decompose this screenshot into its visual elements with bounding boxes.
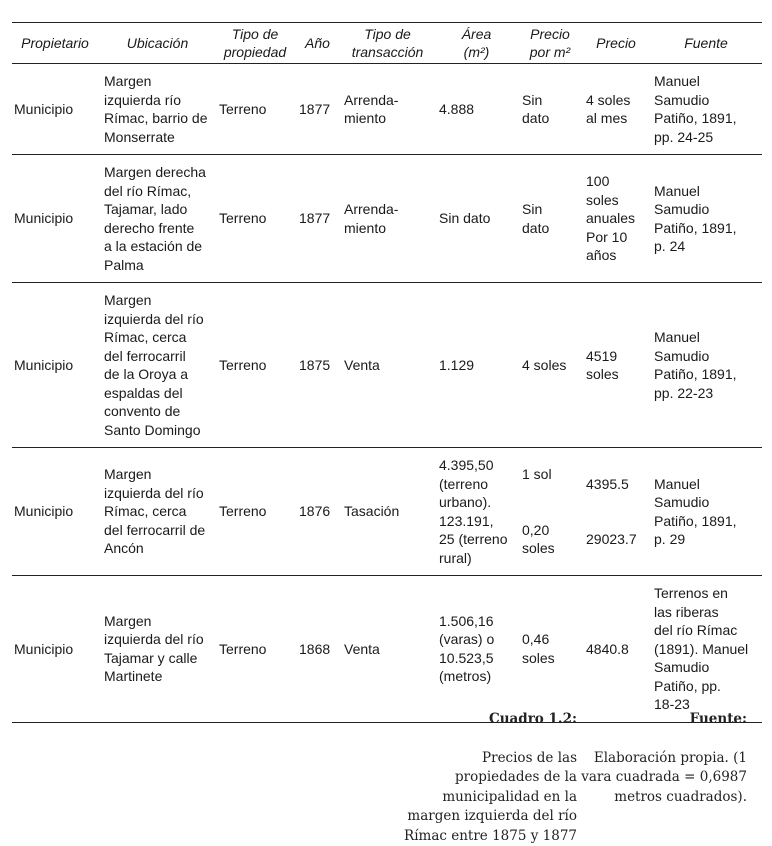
header-ano: Año [295,23,340,64]
source-text: Elaboración propia. (1 vara cuadrada = 0,6987 metros cuadrados). [581,749,747,805]
cell-ano: 1877 [295,155,340,283]
cell-fuente: Manuel Samudio Patiño, 1891, pp. 22-23 [650,283,762,448]
property-prices-table [12,22,762,723]
cell-area: 1.506,16 (varas) o 10.523,5 (metros) [435,576,518,723]
cell-tipo-propiedad: Terreno [215,155,295,283]
cell-precio: 4840.8 [582,576,650,723]
cell-propietario: Municipio [12,283,100,448]
table-row [12,155,762,283]
cell-precio-m2: 1 sol 0,20 soles [518,448,582,576]
cell-tipo-propiedad: Terreno [215,576,295,723]
cell-ubicacion: Margen derecha del río Rímac, Tajamar, lado derecho frente a la estación de Palma [100,155,215,283]
cell-area: Sin dato [435,155,518,283]
cell-precio: 4 soles al mes [582,64,650,155]
cell-fuente: Manuel Samudio Patiño, 1891, p. 24 [650,155,762,283]
header-precio: Precio [582,23,650,64]
caption-text: Precios de las propiedades de la municipalidad en la margen izquierda del río Rímac entre 1875 y 1877 [404,749,577,844]
table-caption [404,690,577,846]
header-fuente: Fuente [650,23,762,64]
cell-precio: 4395.5 29023.7 [582,448,650,576]
cell-precio: 4519 soles [582,283,650,448]
cell-tipo-transaccion: Venta [340,576,435,723]
table-row [12,64,762,155]
cell-fuente: Terrenos en las riberas del río Rímac (1891). Manuel Samudio Patiño, pp. 18-23 [650,576,762,723]
caption-title: Cuadro 1.2: [488,710,577,727]
cell-propietario: Municipio [12,155,100,283]
cell-area: 1.129 [435,283,518,448]
cell-precio-m2: 0,46 soles [518,576,582,723]
cell-ano: 1875 [295,283,340,448]
cell-area: 4.888 [435,64,518,155]
cell-ubicacion: Margen izquierda del río Tajamar y calle Martinete [100,576,215,723]
header-tipo-propiedad: Tipo de propiedad [215,23,295,64]
header-area: Área (m²) [435,23,518,64]
cell-tipo-transaccion: Arrenda- miento [340,155,435,283]
header-tipo-transaccion: Tipo de transacción [340,23,435,64]
cell-ubicacion: Margen izquierda río Rímac, barrio de Monserrate [100,64,215,155]
source-title: Fuente: [689,710,747,727]
cell-propietario: Municipio [12,64,100,155]
header-row [12,23,762,64]
cell-ano: 1876 [295,448,340,576]
cell-precio-m2: Sin dato [518,64,582,155]
cell-precio: 100 soles anuales Por 10 años [582,155,650,283]
cell-propietario: Municipio [12,448,100,576]
header-ubicacion: Ubicación [100,23,215,64]
cell-ano: 1868 [295,576,340,723]
cell-ubicacion: Margen izquierda del río Rímac, cerca del ferrocarril de Ancón [100,448,215,576]
cell-area: 4.395,50 (terreno urbano). 123.191, 25 (terreno rural) [435,448,518,576]
cell-ubicacion: Margen izquierda del río Rímac, cerca del ferrocarril de la Oroya a espaldas del convento de Santo Domingo [100,283,215,448]
cell-tipo-propiedad: Terreno [215,448,295,576]
cell-tipo-transaccion: Venta [340,283,435,448]
cell-precio-m2: 4 soles [518,283,582,448]
cell-tipo-propiedad: Terreno [215,64,295,155]
table-source [581,690,747,807]
cell-ano: 1877 [295,64,340,155]
cell-propietario: Municipio [12,576,100,723]
cell-tipo-transaccion: Tasación [340,448,435,576]
table-row [12,448,762,576]
cell-precio-m2: Sin dato [518,155,582,283]
cell-tipo-propiedad: Terreno [215,283,295,448]
cell-fuente: Manuel Samudio Patiño, 1891, pp. 24-25 [650,64,762,155]
header-precio-m2: Precio por m² [518,23,582,64]
cell-fuente: Manuel Samudio Patiño, 1891, p. 29 [650,448,762,576]
header-propietario: Propietario [12,23,100,64]
cell-tipo-transaccion: Arrenda- miento [340,64,435,155]
table-row [12,283,762,448]
